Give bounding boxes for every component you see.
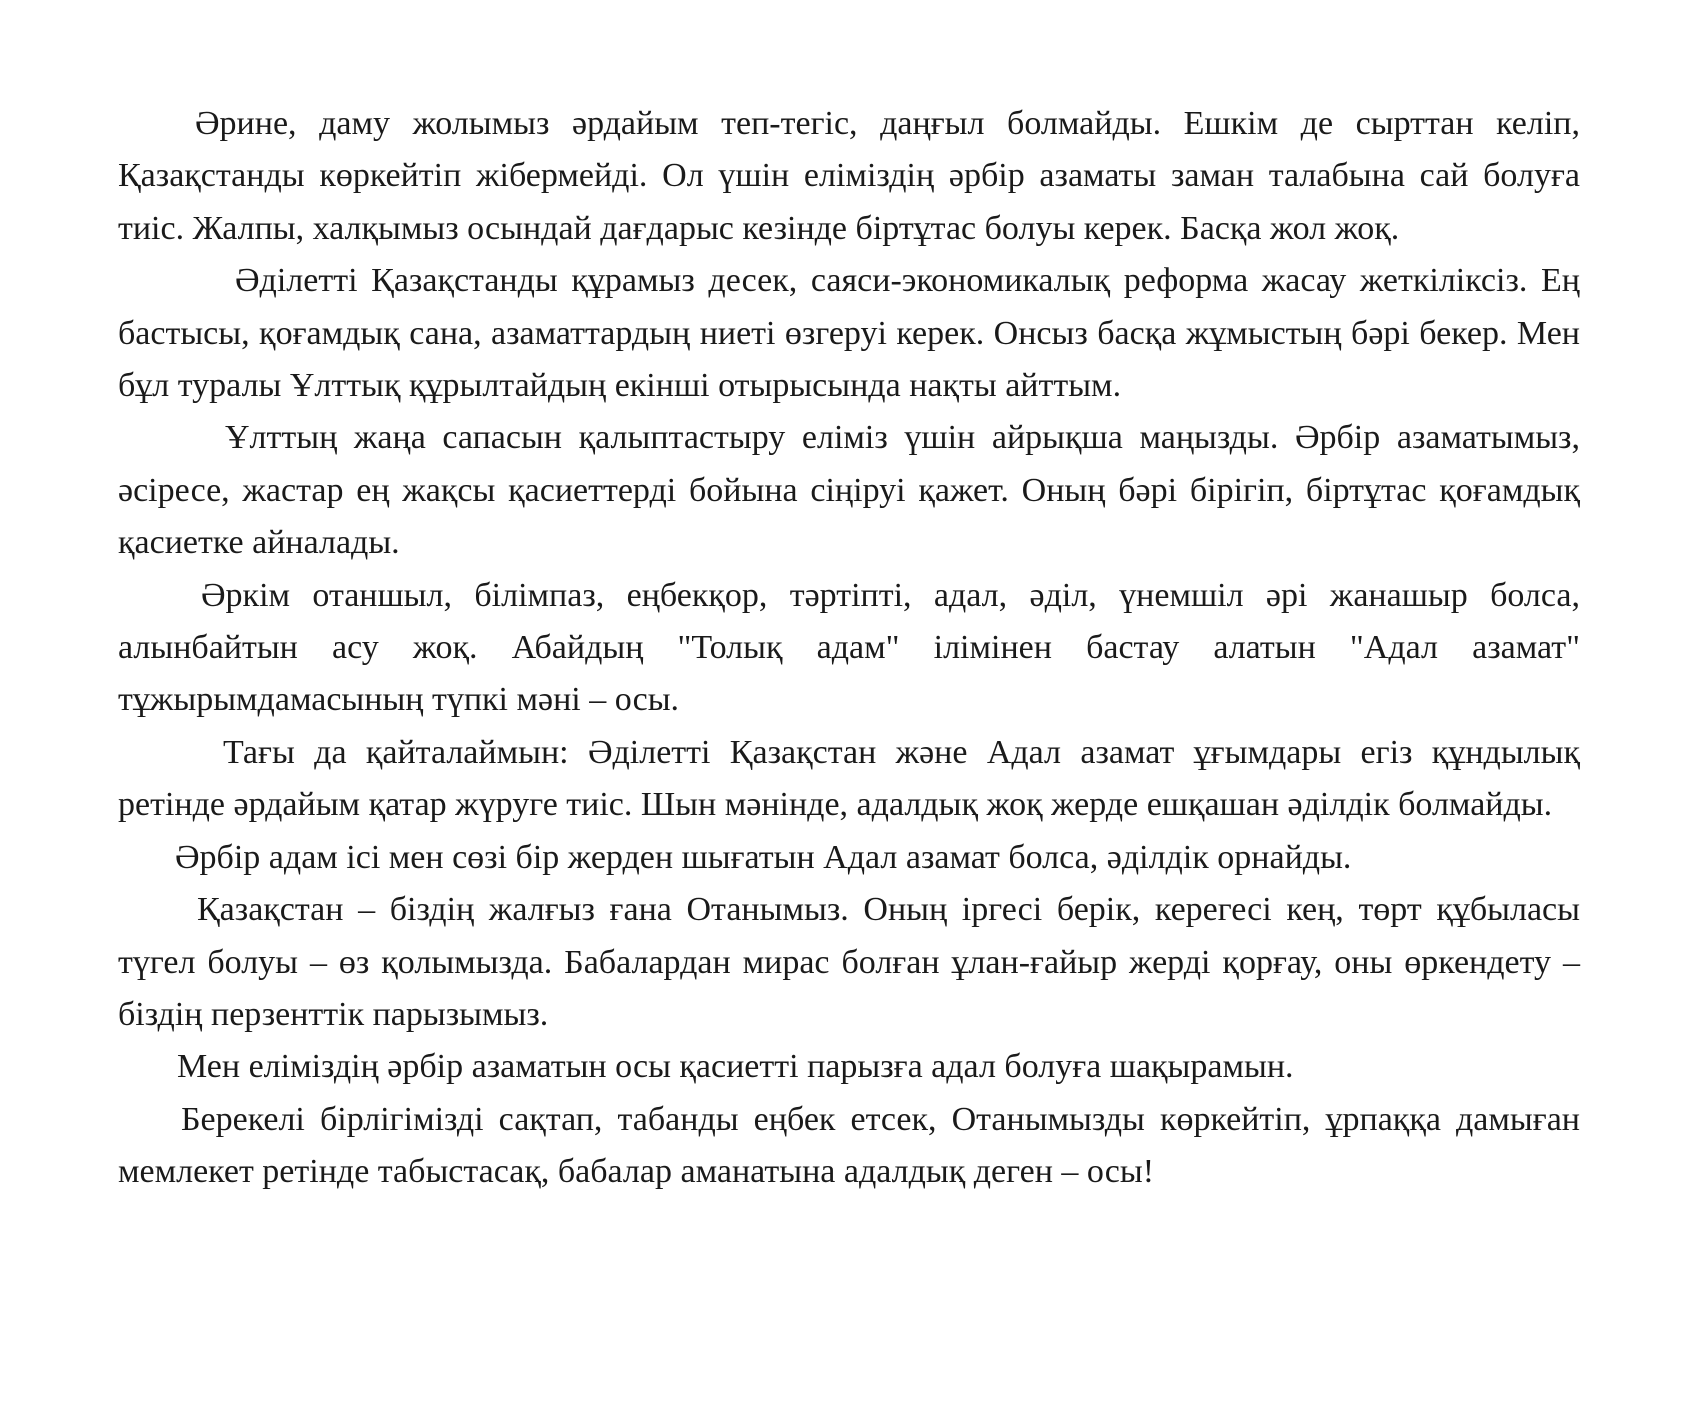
- paragraph-1: Әрине, даму жолымыз әрдайым теп-тегіс, даңғыл болмайды. Ешкім де сырттан келіп, Қазақстанды көркейтіп жібермейді. Ол үшін еліміздің әрбір азаматы заман талабына сай болуға тиіс. Жалпы, халқымыз осындай дағдарыс кезінде біртұтас болуы керек. Басқа жол жоқ.: [118, 105, 1580, 247]
- paragraph-4: Әркім отаншыл, білімпаз, еңбекқор, тәртіпті, адал, әділ, үнемшіл әрі жанашыр болса, алынбайтын асу жоқ. Абайдың "Толық адам" ілімінен бастау алатын "Адал азамат" тұжырымдамасының түпкі мәні – осы.: [118, 576, 1580, 719]
- paragraph-2: Әділетті Қазақстанды құрамыз десек, саяси-экономикалық реформа жасау жеткіліксіз. Ең бастысы, қоғамдық сана, азаматтардың ниеті өзгеруі керек. Онсыз басқа жұмыстың бәрі бекер. Мен бұл туралы Ұлттық құрылтайдың екінші отырысында нақты айттым.: [118, 262, 1580, 405]
- paragraph-3: Ұлттың жаңа сапасын қалыптастыру еліміз үшін айрықша маңызды. Әрбір азаматымыз, әсіресе, жастар ең жақсы қасиеттерді бойына сіңіруі қажет. Оның бәрі бірігіп, біртұтас қоғамдық қасиетке айналады.: [118, 419, 1580, 562]
- paragraph-8: Мен еліміздің әрбір азаматын осы қасиетті парызға адал болуға шақырамын.: [177, 1048, 1294, 1086]
- paragraph-9: Берекелі бірлігімізді сақтап, табанды еңбек етсек, Отанымызды көркейтіп, ұрпаққа дамыған мемлекет ретінде табыстасақ, бабалар аманатына адалдық деген – осы!: [118, 1100, 1580, 1191]
- paragraph-6: Әрбір адам ісі мен сөзі бір жерден шығатын Адал азамат болса, әділдік орнайды.: [175, 838, 1352, 876]
- paragraph-5: Тағы да қайталаймын: Әділетті Қазақстан және Адал азамат ұғымдары егіз құндылық ретінде әрдайым қатар жүруге тиіс. Шын мәнінде, адалдық жоқ жерде ешқашан әділдік болмайды.: [118, 733, 1580, 824]
- document-page: [118, 98, 1580, 1199]
- paragraph-7: Қазақстан – біздің жалғыз ғана Отанымыз. Оның іргесі берік, керегесі кең, төрт құбыласы түгел болуы – өз қолымызда. Бабалардан мирас болған ұлан-ғайыр жерді қорғау, оны өркендету – біздің перзенттік парызымыз.: [118, 891, 1580, 1033]
